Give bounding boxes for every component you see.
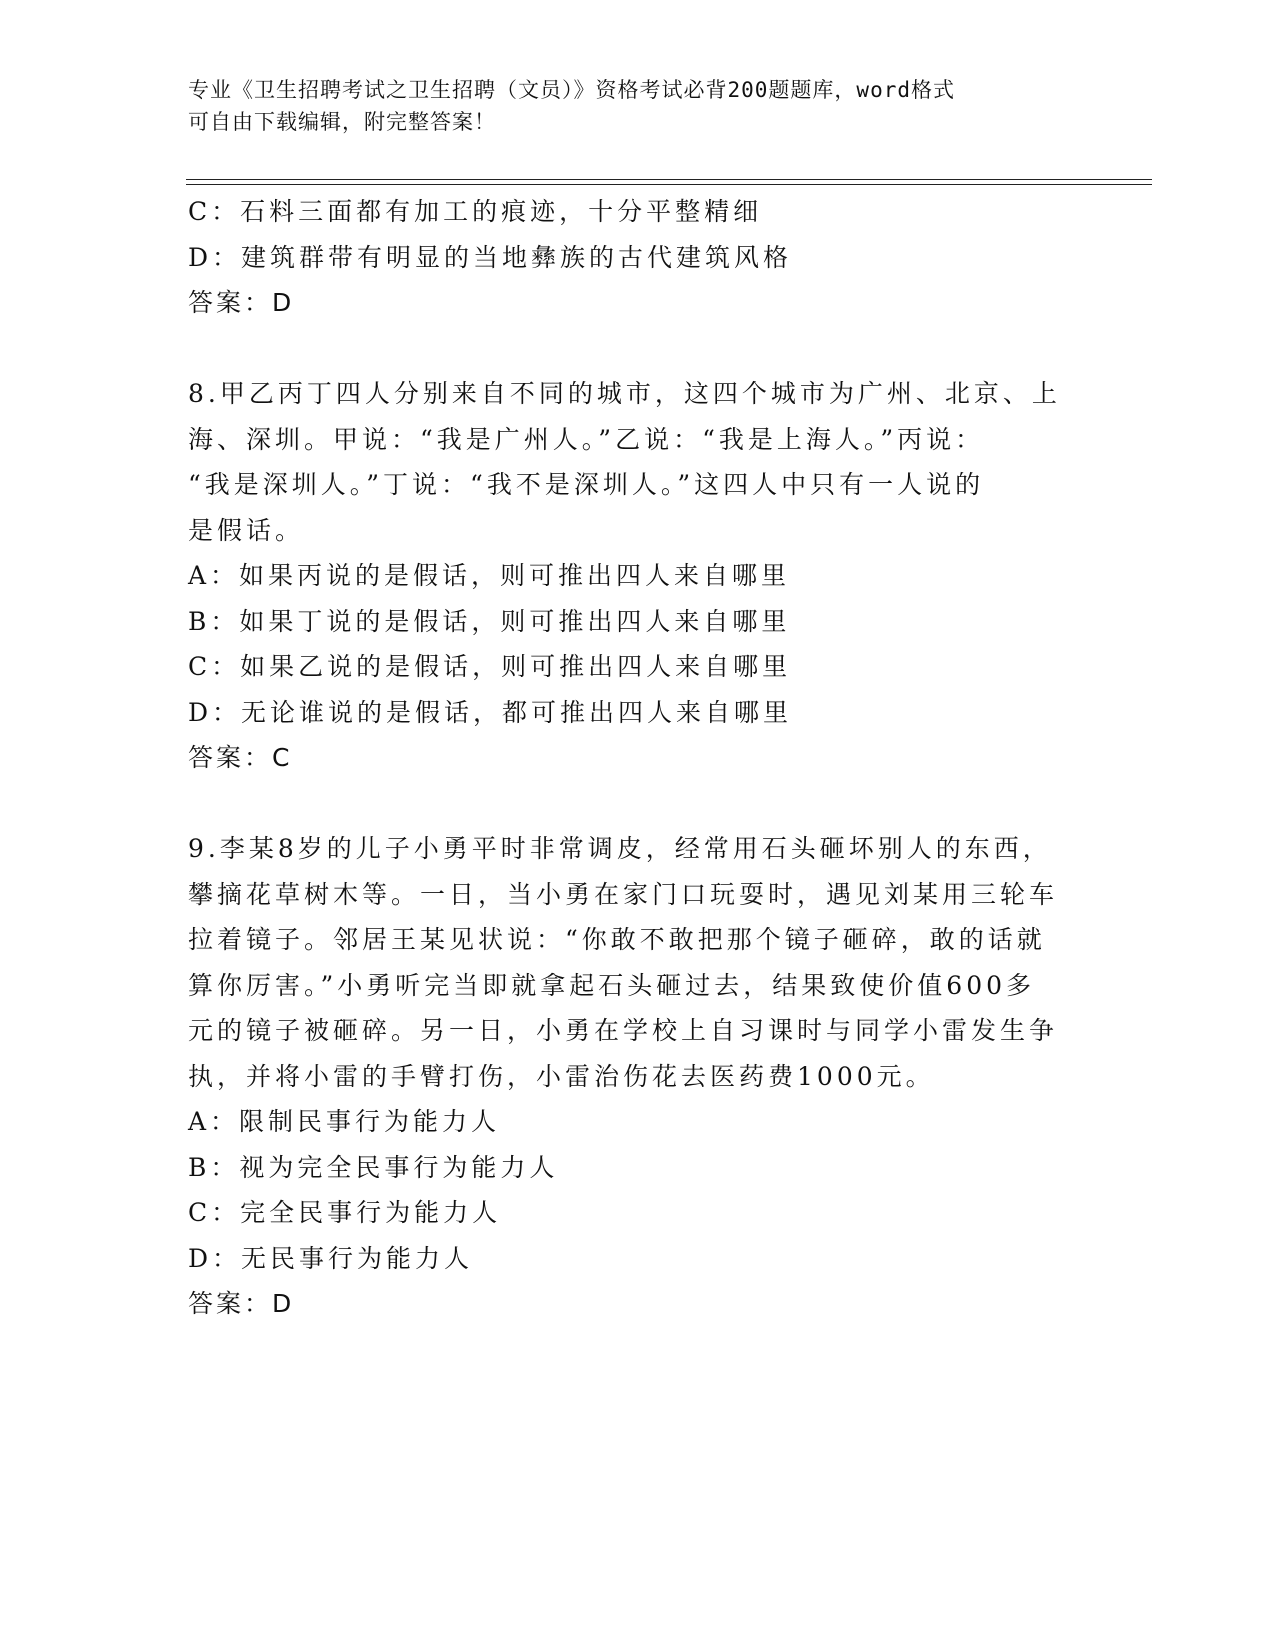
answer-line: 答案：D [188, 1289, 295, 1318]
question-stem-line: 是假话。 [188, 515, 305, 545]
document-header [188, 74, 1068, 138]
spacer [188, 326, 1068, 372]
header-title-line-2: 可自由下载编辑，附完整答案！ [188, 110, 496, 134]
option-a: A：如果丙说的是假话，则可推出四人来自哪里 [188, 561, 791, 590]
option-d: D：建筑群带有明显的当地彝族的古代建筑风格 [188, 242, 793, 272]
option-d: D：无论谁说的是假话，都可推出四人来自哪里 [188, 697, 793, 727]
option-c: C：石料三面都有加工的痕迹，十分平整精细 [188, 197, 763, 226]
answer-line: 答案：D [188, 288, 295, 317]
prev-question [188, 189, 1068, 326]
option-c: C：如果乙说的是假话，则可推出四人来自哪里 [188, 652, 792, 681]
question-stem-line: 算你厉害。”小勇听完当即就拿起石头砸过去，结果致使价值600多 [188, 970, 1036, 1000]
option-b: B：如果丁说的是假话，则可推出四人来自哪里 [188, 606, 791, 636]
question-stem-line: “我是深圳人。”丁说：“我不是深圳人。”这四人中只有一人说的 [188, 470, 985, 499]
question-stem-line: 拉着镜子。邻居王某见状说：“你敢不敢把那个镜子砸碎，敢的话就 [188, 925, 1046, 954]
question-stem-line: 9.李某8岁的儿子小勇平时非常调皮，经常用石头砸坏别人的东西， [188, 834, 1052, 863]
question-9 [188, 826, 1068, 1327]
question-8 [188, 371, 1068, 781]
option-d: D：无民事行为能力人 [188, 1243, 474, 1273]
option-c: C：完全民事行为能力人 [188, 1198, 502, 1227]
question-stem-line: 攀摘花草树木等。一日，当小勇在家门口玩耍时，遇见刘某用三轮车 [188, 879, 1059, 909]
question-stem-line: 海、深圳。甲说：“我是广州人。”乙说：“我是上海人。”丙说： [188, 424, 985, 454]
header-divider-bottom [186, 184, 1152, 185]
answer-line: 答案：C [188, 743, 293, 772]
question-stem-line: 执，并将小雷的手臂打伤，小雷治伤花去医药费1000元。 [188, 1061, 935, 1091]
option-a: A：限制民事行为能力人 [188, 1107, 501, 1136]
header-title-line-1: 专业《卫生招聘考试之卫生招聘（文员）》资格考试必背200题题库，word格式 [188, 78, 955, 102]
document-body [188, 189, 1068, 1327]
header-divider-top [186, 179, 1152, 180]
question-stem-line: 8.甲乙丙丁四人分别来自不同的城市，这四个城市为广州、北京、上 [188, 379, 1061, 408]
question-stem-line: 元的镜子被砸碎。另一日，小勇在学校上自习课时与同学小雷发生争 [188, 1016, 1059, 1045]
option-b: B：视为完全民事行为能力人 [188, 1152, 559, 1182]
spacer [188, 781, 1068, 827]
